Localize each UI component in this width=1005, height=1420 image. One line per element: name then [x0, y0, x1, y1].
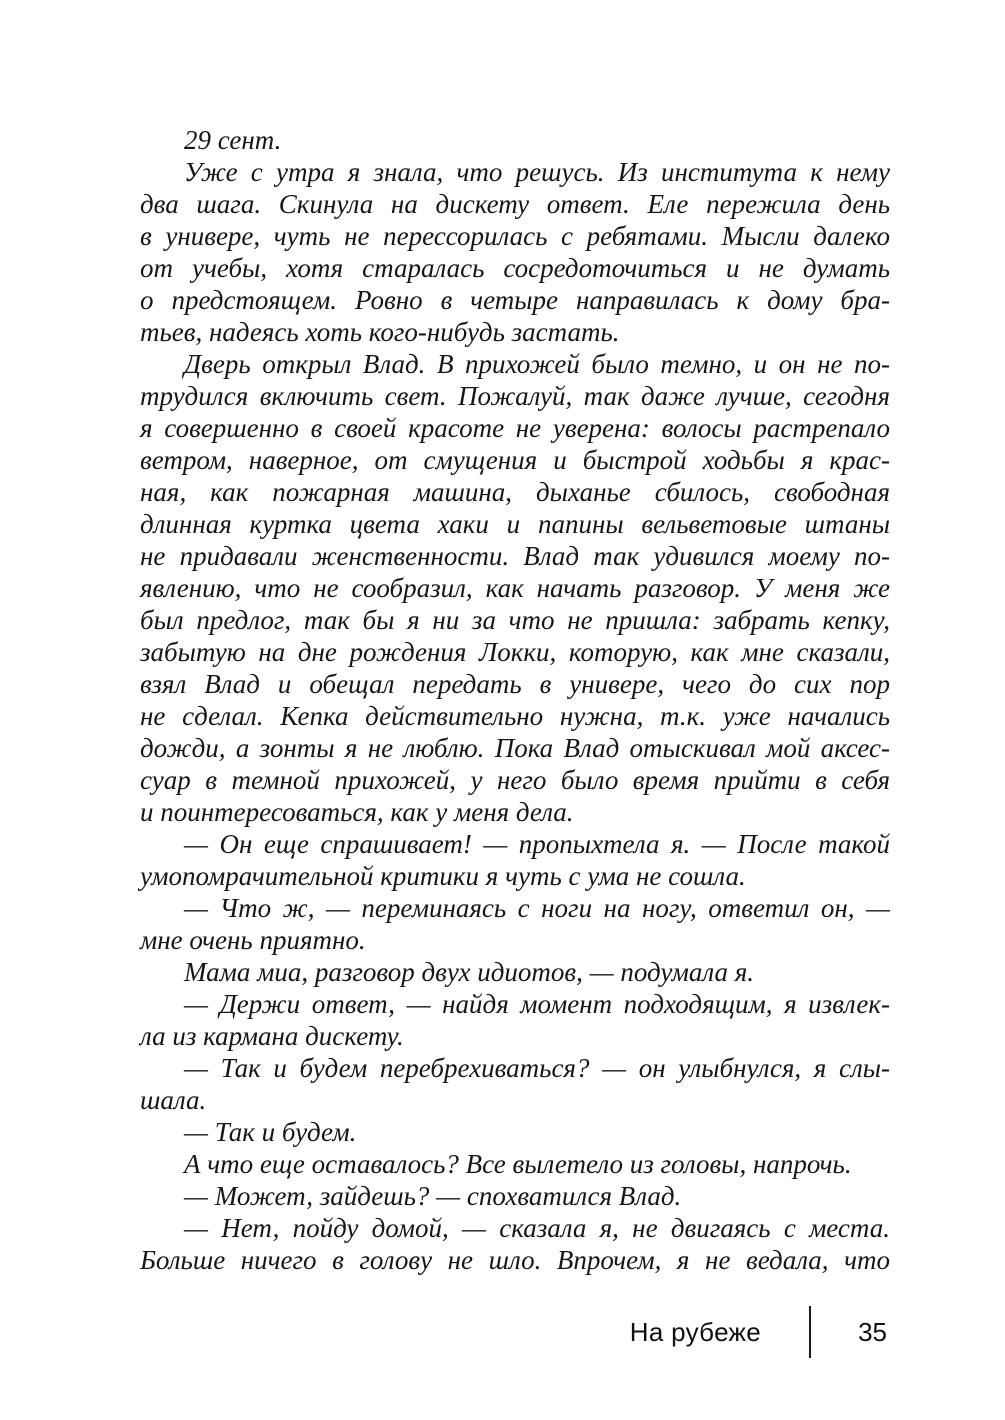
text-line: был предлог, так бы я ни за что не пришла: забрать кепку, [140, 605, 890, 635]
text-line: — Может, зайдешь? — спохватился Влад. [184, 1181, 682, 1211]
text-line: о предстоящем. Ровно в четыре направилась к дому бра- [140, 285, 890, 315]
text-line: ветром, наверное, от смущения и быстрой ходьбы я крас- [140, 445, 890, 475]
text-line: ная, как пожарная машина, дыханье сбилось, свободная [140, 477, 890, 507]
text-line: дожди, а зонты я не люблю. Пока Влад отыскивал мой аксес- [140, 733, 890, 763]
text-line: взял Влад и обещал передать в универе, чего до сих пор [140, 669, 890, 699]
page-footer [140, 1304, 890, 1360]
text-line: Дверь открыл Влад. В прихожей было темно, и он не по- [184, 349, 890, 379]
page-number: 35 [858, 1316, 887, 1347]
text-line: Мама миа, разговор двух идиотов, — подумала я. [184, 957, 755, 987]
text-line: А что еще оставалось? Все вылетело из головы, напрочь. [184, 1149, 852, 1179]
text-line: от учебы, хотя старалась сосредоточиться и не думать [140, 253, 890, 283]
text-line: — Что ж, — переминаясь с ноги на ногу, ответил он, — [184, 893, 890, 923]
text-line: 29 сент. [184, 125, 282, 155]
text-line: умопомрачительной критики я чуть с ума не сошла. [140, 861, 746, 891]
text-line: не придавали женственности. Влад так удивился моему по- [140, 541, 890, 571]
text-line: ла из кармана дискету. [140, 1021, 404, 1051]
text-line: — Держи ответ, — найдя момент подходящим, я извлек- [184, 989, 890, 1019]
text-line: суар в темной прихожей, у него было время прийти в себя [140, 765, 890, 795]
text-line: мне очень приятно. [140, 925, 366, 955]
text-line: шала. [140, 1085, 207, 1115]
text-line: не сделал. Кепка действительно нужна, т.к. уже начались [140, 701, 890, 731]
text-line: — Нет, пойду домой, — сказала я, не двигаясь с места. [184, 1213, 890, 1243]
body-text [140, 124, 890, 1276]
text-line: — Так и будем перебрехиваться? — он улыбнулся, я слы- [184, 1053, 890, 1083]
text-line: — Он еще спрашивает! — пропыхтела я. — После такой [184, 829, 890, 859]
text-line: явлению, что не сообразил, как начать разговор. У меня же [140, 573, 890, 603]
text-line: Больше ничего в голову не шло. Впрочем, я не ведала, что [140, 1245, 890, 1275]
text-line: — Так и будем. [184, 1117, 357, 1147]
text-line: тьев, надеясь хоть кого-нибудь застать. [140, 317, 620, 347]
text-line: в универе, чуть не перессорилась с ребятами. Мысли далеко [140, 221, 890, 251]
running-title: На рубеже [629, 1316, 761, 1347]
text-line: два шага. Скинула на дискету ответ. Еле пережила день [140, 189, 890, 219]
text-line: Уже с утра я знала, что решусь. Из института к нему [184, 157, 890, 187]
text-line: я совершенно в своей красоте не уверена: волосы растрепало [140, 413, 890, 443]
text-line: и поинтересоваться, как у меня дела. [140, 797, 574, 827]
text-line: забытую на дне рождения Локки, которую, как мне сказали, [140, 637, 890, 667]
footer-divider [809, 1306, 811, 1358]
text-line: трудился включить свет. Пожалуй, так даже лучше, сегодня [140, 381, 890, 411]
text-line: длинная куртка цвета хаки и папины вельветовые штаны [140, 509, 890, 539]
